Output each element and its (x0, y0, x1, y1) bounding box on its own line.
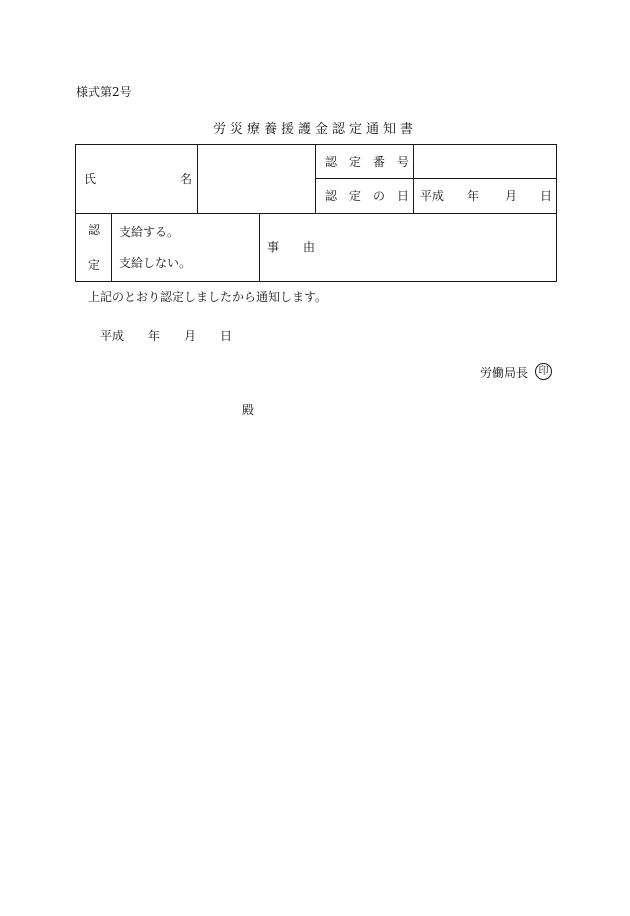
issuer-title: 労働局長 (480, 366, 529, 380)
seal-stamp: 印 (535, 363, 552, 380)
table-divider-row2 (75, 213, 557, 214)
option-nopay[interactable]: 支給しない。 (119, 256, 192, 270)
addressee-honorific: 殿 (242, 403, 255, 417)
cert-number-label: 認 定 番 号 (325, 155, 410, 169)
name-label-left: 氏 (84, 172, 97, 186)
table-border-top (75, 144, 557, 145)
cert-date-month: 月 (505, 189, 518, 203)
table-border-right (556, 144, 557, 282)
decision-label-bottom: 定 (88, 258, 101, 272)
table-border-bottom (75, 281, 557, 282)
table-divider-row1 (315, 178, 557, 179)
table-divider-name (197, 144, 198, 214)
cert-date-day: 日 (540, 189, 553, 203)
reason-label: 事 由 (267, 240, 316, 254)
option-pay[interactable]: 支給する。 (119, 225, 180, 239)
notice-text: 上記のとおり認定しましたから通知します。 (88, 290, 328, 304)
cert-date-year: 年 (467, 189, 480, 203)
cert-date-era: 平成 (420, 189, 445, 203)
form-number: 様式第2号 (76, 85, 132, 99)
issue-date: 平成 年 月 日 (100, 329, 233, 343)
table-border-left (75, 144, 76, 282)
table-divider-reason (259, 213, 260, 282)
name-label-right: 名 (180, 172, 193, 186)
cert-date-label: 認 定 の 日 (325, 189, 410, 203)
table-divider-decision (111, 213, 112, 282)
table-divider-values (413, 144, 414, 214)
table-divider-labels (315, 144, 316, 214)
decision-label-top: 認 (88, 223, 101, 237)
document-title: 労災療養援護金認定通知書 (212, 122, 417, 137)
